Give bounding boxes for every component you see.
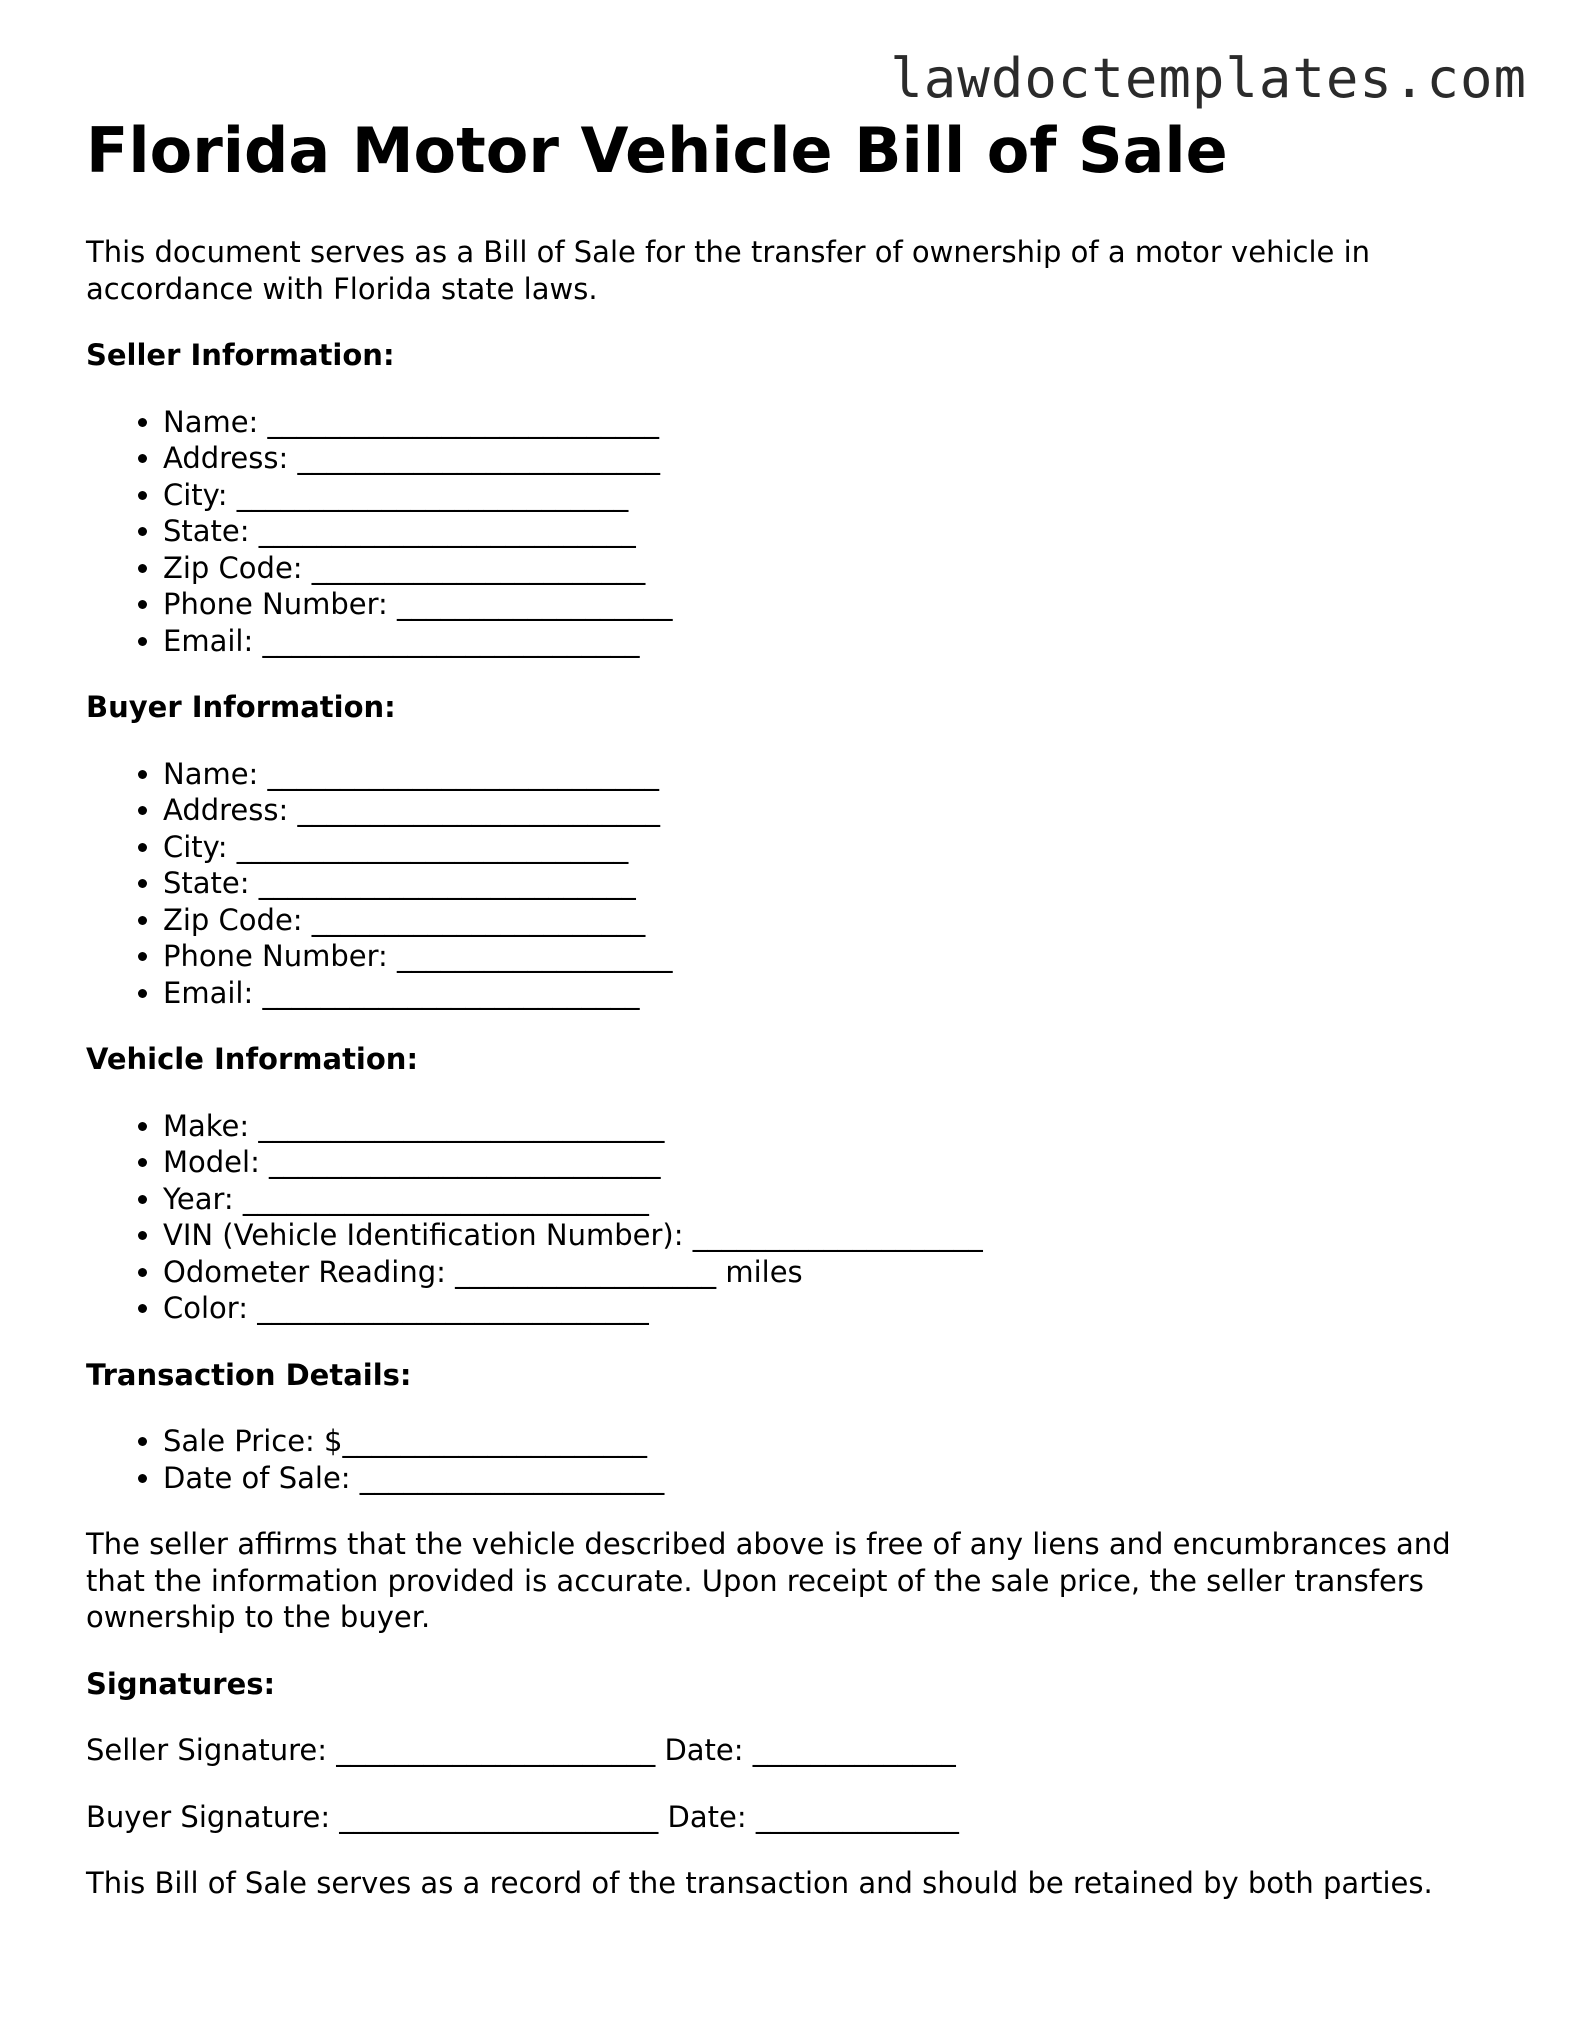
buyer-state-field: • State: __________________________: [163, 865, 1506, 902]
buyer-list: [86, 756, 1506, 1012]
buyer-city-field: • City: ___________________________: [163, 829, 1506, 866]
vehicle-list: [86, 1108, 1506, 1327]
sale-date-field: • Date of Sale: _____________________: [163, 1460, 1506, 1497]
seller-heading: Seller Information:: [86, 338, 395, 372]
seller-zip-field: • Zip Code: _______________________: [163, 550, 1506, 587]
seller-email-field: • Email: __________________________: [163, 623, 1506, 660]
vehicle-odometer-field: • Odometer Reading: __________________ miles: [163, 1254, 1506, 1291]
seller-state-field: • State: __________________________: [163, 513, 1506, 550]
buyer-name-field: • Name: ___________________________: [163, 756, 1506, 793]
sale-price-field: • Sale Price: $_____________________: [163, 1423, 1506, 1460]
buyer-address-field: • Address: _________________________: [163, 792, 1506, 829]
page-title: Florida Motor Vehicle Bill of Sale: [86, 114, 1228, 187]
closing-paragraph: This Bill of Sale serves as a record of the transaction and should be retained by both parties.: [86, 1866, 1433, 1900]
transaction-heading: Transaction Details:: [86, 1357, 412, 1392]
vehicle-make-field: • Make: ____________________________: [163, 1108, 1506, 1145]
site-watermark: lawdoctemplates.com: [890, 47, 1527, 110]
seller-signature-line: Seller Signature: ______________________ Date: ______________: [86, 1733, 956, 1767]
seller-address-field: • Address: _________________________: [163, 440, 1506, 477]
vehicle-heading: Vehicle Information:: [86, 1042, 419, 1076]
document-body: [86, 110, 1506, 1902]
buyer-heading: Buyer Information:: [86, 690, 396, 724]
vehicle-vin-field: • VIN (Vehicle Identification Number): ____________________: [163, 1217, 1506, 1254]
buyer-email-field: • Email: __________________________: [163, 975, 1506, 1012]
seller-phone-field: • Phone Number: ___________________: [163, 586, 1506, 623]
buyer-zip-field: • Zip Code: _______________________: [163, 902, 1506, 939]
vehicle-model-field: • Model: ___________________________: [163, 1144, 1506, 1181]
signatures-heading: Signatures:: [86, 1666, 276, 1701]
seller-name-field: • Name: ___________________________: [163, 404, 1506, 441]
intro-paragraph: This document serves as a Bill of Sale for the transfer of ownership of a motor vehicle in accordance with Florida state laws.: [86, 235, 1371, 306]
affirmation-paragraph: The seller affirms that the vehicle described above is free of any liens and encumbrances and that the information provided is accurate. Upon receipt of the sale price, the seller transfers ownership to the buyer.: [86, 1527, 1451, 1634]
seller-city-field: • City: ___________________________: [163, 477, 1506, 514]
vehicle-year-field: • Year: ____________________________: [163, 1181, 1506, 1218]
transaction-list: [86, 1423, 1506, 1496]
vehicle-color-field: • Color: ___________________________: [163, 1290, 1506, 1327]
buyer-phone-field: • Phone Number: ___________________: [163, 938, 1506, 975]
seller-list: [86, 404, 1506, 660]
buyer-signature-line: Buyer Signature: ______________________ Date: ______________: [86, 1799, 959, 1834]
